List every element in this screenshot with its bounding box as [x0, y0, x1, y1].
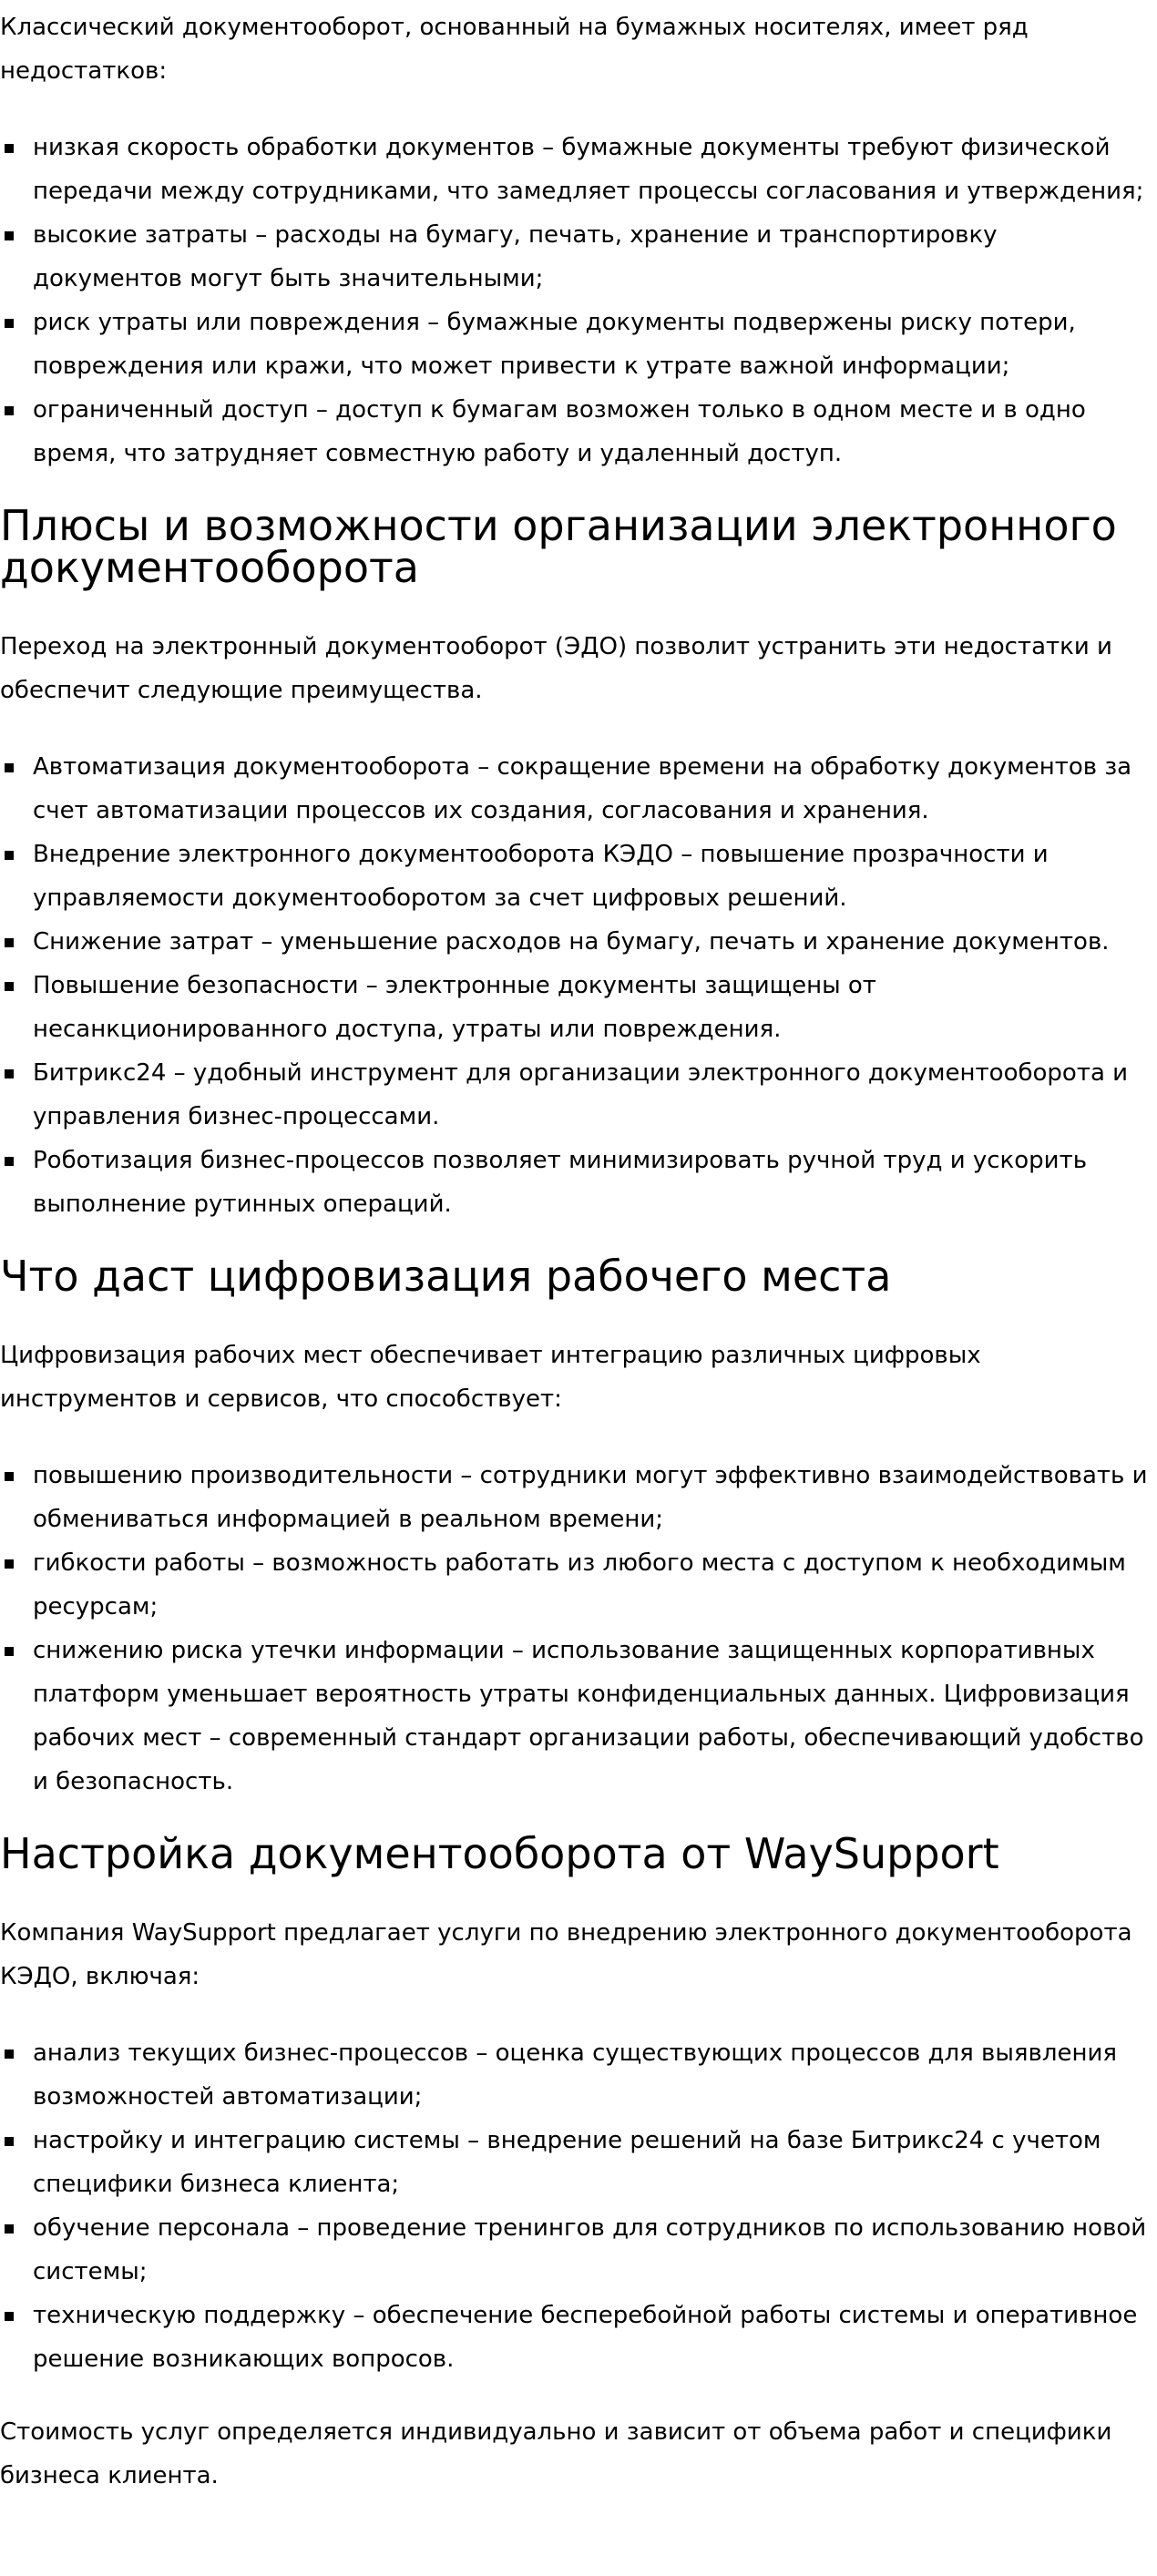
closing-paragraph: Стоимость услуг определяется индивидуально и зависит от объема работ и специфики бизнеса клиента. — [0, 2418, 1112, 2489]
list-item-text: ограниченный доступ – доступ к бумагам возможен только в одном месте и в одно время, что затрудняет совместную работу и удаленный доступ. — [33, 396, 1086, 467]
intro-paragraph: Классический документооборот, основанный на бумажных носителях, имеет ряд недостатков: — [0, 14, 1029, 85]
bullet-icon — [5, 231, 14, 240]
list-item-text: Автоматизация документооборота – сокращение времени на обработку документов за счет автоматизации процессов их создания, согласования и хранения. — [33, 753, 1132, 824]
list-item-text: Внедрение электронного документооборота КЭДО – повышение прозрачности и управляемости документооборотом за счет цифровых решений. — [33, 841, 1049, 912]
bullet-icon — [5, 982, 14, 991]
list-item-text: Битрикс24 – удобный инструмент для организации электронного документооборота и управления бизнес-процессами. — [33, 1059, 1129, 1130]
bullet-icon — [5, 319, 14, 328]
intro-list — [0, 126, 1157, 475]
list-item — [0, 2031, 1157, 2119]
section-paragraph: Переход на электронный документооборот (ЭДО) позволит устранить эти недостатки и обеспечит следующие преимущества. — [0, 633, 1112, 704]
bullet-icon — [5, 1559, 14, 1569]
bullet-icon — [5, 1647, 14, 1656]
list-item — [0, 1629, 1157, 1804]
list-item — [0, 2119, 1157, 2206]
section-heading-waysupport: Настройка документооборота от WaySupport — [0, 1829, 999, 1878]
list-item — [0, 213, 1157, 301]
benefits-list — [0, 745, 1157, 1226]
list-item — [0, 964, 1157, 1051]
section-heading-edo-benefits: Плюсы и возможности организации электронного документооборота — [0, 501, 1117, 592]
section-paragraph: Цифровизация рабочих мест обеспечивает интеграцию различных цифровых инструментов и сервисов, что способствует: — [0, 1342, 981, 1413]
list-item — [0, 1051, 1157, 1139]
bullet-icon — [5, 851, 14, 860]
services-list — [0, 2031, 1157, 2381]
list-item — [0, 920, 1157, 964]
bullet-icon — [5, 1157, 14, 1166]
list-item-text: повышению производительности – сотрудники могут эффективно взаимодействовать и обмениваться информацией в реальном времени; — [33, 1462, 1148, 1533]
list-item-text: низкая скорость обработки документов – бумажные документы требуют физической передачи между сотрудниками, что замедляет процессы согласования и утверждения; — [33, 134, 1144, 205]
section-paragraph: Компания WaySupport предлагает услуги по внедрению электронного документооборота КЭДО, включая: — [0, 1919, 1132, 1990]
list-item — [0, 2294, 1157, 2381]
bullet-icon — [5, 1472, 14, 1481]
bullet-icon — [5, 144, 14, 153]
list-item — [0, 1454, 1157, 1541]
list-item-text: высокие затраты – расходы на бумагу, печать, хранение и транспортировку документов могут быть значительными; — [33, 221, 998, 292]
bullet-icon — [5, 2224, 14, 2234]
bullet-icon — [5, 406, 14, 415]
bullet-icon — [5, 2137, 14, 2146]
digitalization-list — [0, 1454, 1157, 1804]
bullet-icon — [5, 1069, 14, 1078]
section-heading-digitalization: Что даст цифровизация рабочего места — [0, 1252, 892, 1301]
list-item-text: обучение персонала – проведение тренингов для сотрудников по использованию новой системы; — [33, 2214, 1147, 2285]
list-item — [0, 2206, 1157, 2294]
list-item — [0, 1541, 1157, 1629]
list-item-text: настройку и интеграцию системы – внедрение решений на базе Битрикс24 с учетом специфики бизнеса клиента; — [33, 2127, 1101, 2198]
list-item-text: Роботизация бизнес-процессов позволяет минимизировать ручной труд и ускорить выполнение рутинных операций. — [33, 1147, 1088, 1218]
bullet-icon — [5, 763, 14, 772]
list-item-text: техническую поддержку – обеспечение бесперебойной работы системы и оперативное решение возникающих вопросов. — [33, 2302, 1138, 2373]
list-item-text: риск утраты или повреждения – бумажные документы подвержены риску потери, повреждения или кражи, что может привести к утрате важной информации; — [33, 309, 1076, 380]
list-item-text: Снижение затрат – уменьшение расходов на бумагу, печать и хранение документов. — [33, 928, 1110, 956]
bullet-icon — [5, 2050, 14, 2059]
bullet-icon — [5, 2312, 14, 2321]
list-item-text: снижению риска утечки информации – использование защищенных корпоративных платформ уменьшает вероятность утраты конфиденциальных данных. Цифровизация рабочих мест – современный стандарт организации работы, обеспечивающий удобство и безопасность. — [33, 1637, 1144, 1795]
list-item — [0, 126, 1157, 213]
list-item-text: Повышение безопасности – электронные документы защищены от несанкционированного доступа, утраты или повреждения. — [33, 972, 876, 1043]
list-item — [0, 833, 1157, 920]
bullet-icon — [5, 938, 14, 947]
list-item — [0, 1139, 1157, 1226]
list-item — [0, 745, 1157, 833]
list-item-text: гибкости работы – возможность работать из любого места с доступом к необходимым ресурсам; — [33, 1549, 1126, 1620]
list-item — [0, 301, 1157, 388]
list-item — [0, 388, 1157, 475]
list-item-text: анализ текущих бизнес-процессов – оценка существующих процессов для выявления возможностей автоматизации; — [33, 2039, 1118, 2111]
